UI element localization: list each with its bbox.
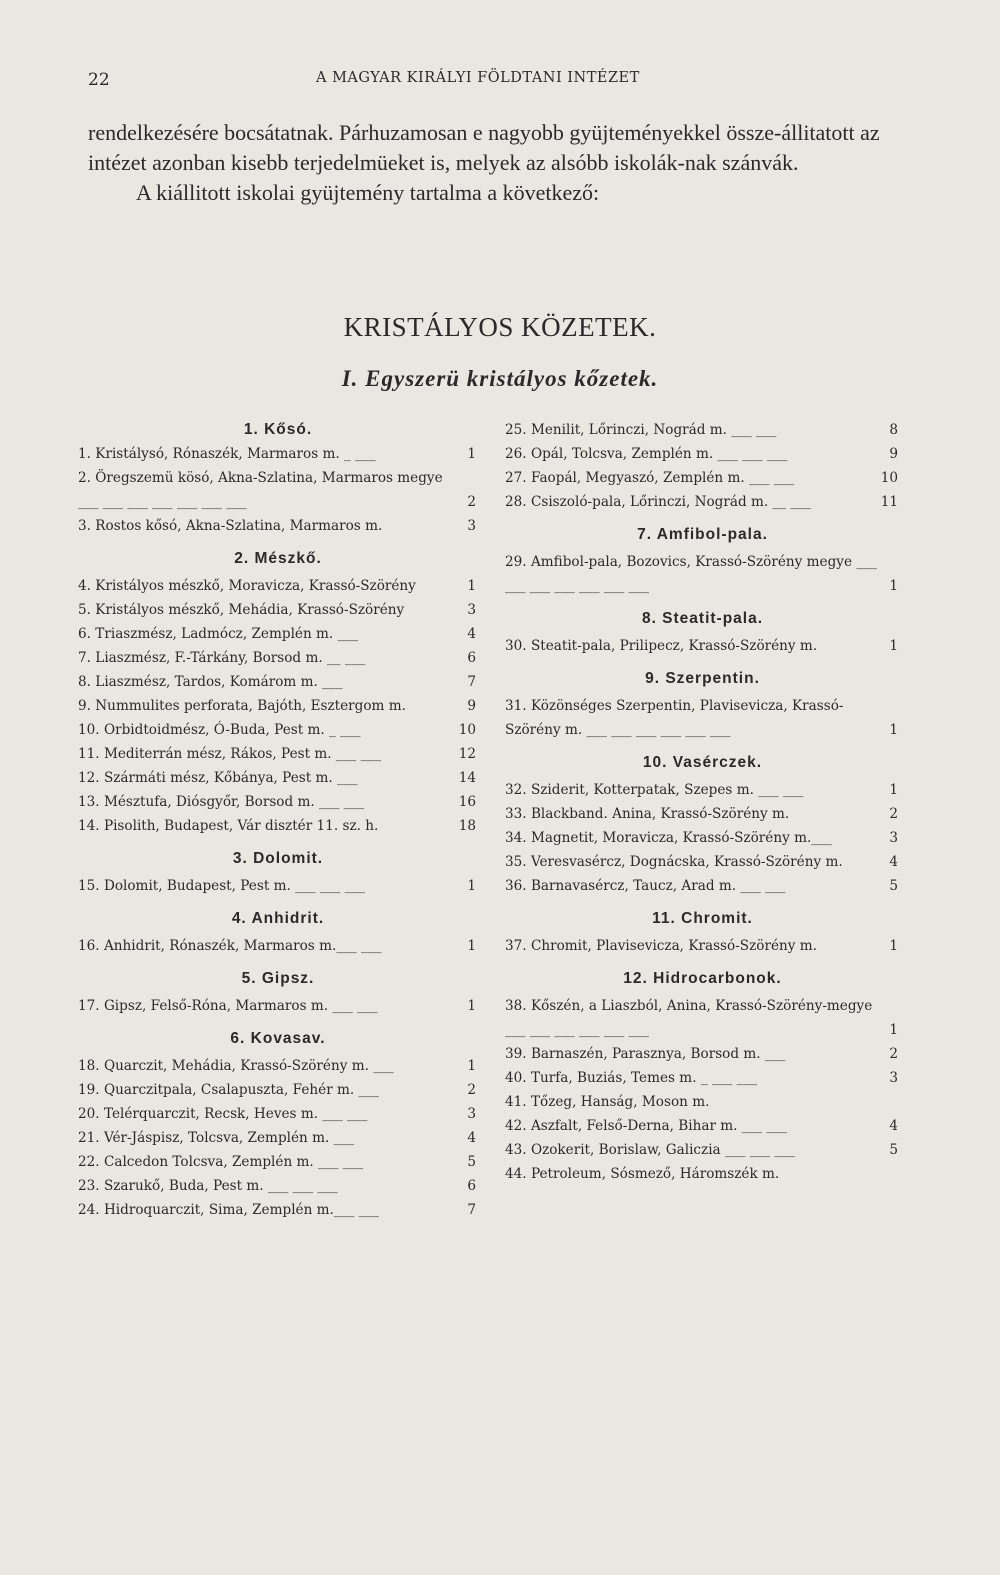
item-text: 20. Telérquarczit, Recsk, Heves m. ___ ___ xyxy=(78,1106,368,1122)
section-heading: 6. Kovasav. xyxy=(230,1030,326,1047)
item-text: 7. Liaszmész, F.-Tárkány, Borsod m. __ ___ xyxy=(78,650,366,666)
item-text: 6. Triaszmész, Ladmócz, Zemplén m. ___ xyxy=(78,626,358,642)
list-item xyxy=(505,466,900,490)
list-item xyxy=(505,1066,900,1090)
item-count: 1 xyxy=(889,578,898,594)
list-item xyxy=(505,994,900,1042)
list-item xyxy=(505,1090,900,1114)
item-text: 34. Magnetit, Moravicza, Krassó-Szörény m.___ xyxy=(505,830,832,846)
item-count: 1 xyxy=(889,638,898,654)
item-count: 6 xyxy=(467,650,476,666)
right-column xyxy=(505,418,900,1186)
item-count: 7 xyxy=(467,674,476,690)
item-text: 33. Blackband. Anina, Krassó-Szörény m. xyxy=(505,806,790,822)
section-heading: 3. Dolomit. xyxy=(232,850,324,867)
item-text: 38. Kőszén, a Liaszból, Anina, Krassó-Szörény-megye ___ ___ ___ ___ ___ ___ xyxy=(505,998,873,1038)
item-text: 16. Anhidrit, Rónaszék, Marmaros m.___ ___ xyxy=(78,938,382,954)
item-count: 2 xyxy=(889,1046,898,1062)
item-count: 1 xyxy=(467,1058,476,1074)
item-text: 11. Mediterrán mész, Rákos, Pest m. ___ ___ xyxy=(78,746,382,762)
item-text: 23. Szarukő, Buda, Pest m. ___ ___ ___ xyxy=(78,1178,338,1194)
item-count: 4 xyxy=(889,854,898,870)
item-text: 37. Chromit, Plavisevicza, Krassó-Szörény m. xyxy=(505,938,817,954)
item-text: 9. Nummulites perforata, Bajóth, Esztergom m. xyxy=(78,698,406,714)
item-text: 41. Tőzeg, Hanság, Moson m. xyxy=(505,1094,710,1110)
list-item xyxy=(78,670,478,694)
list-item xyxy=(78,766,478,790)
item-count: 4 xyxy=(467,626,476,642)
item-count: 1 xyxy=(467,878,476,894)
item-text: 18. Quarczit, Mehádia, Krassó-Szörény m. ___ xyxy=(78,1058,394,1074)
item-count: 3 xyxy=(467,518,476,534)
list-item xyxy=(78,790,478,814)
list-item xyxy=(505,550,900,598)
section-heading: 8. Steatit-pala. xyxy=(641,610,764,627)
list-item xyxy=(78,742,478,766)
list-item xyxy=(505,826,900,850)
section-heading: 2. Mészkő. xyxy=(234,550,322,567)
list-item xyxy=(78,574,478,598)
section-heading: 4. Anhidrit. xyxy=(231,910,325,927)
item-count: 3 xyxy=(467,602,476,618)
list-item xyxy=(505,490,900,514)
item-text: 43. Ozokerit, Borislaw, Galiczia ___ ___ ___ xyxy=(505,1142,795,1158)
list-item xyxy=(505,634,900,658)
item-count: 8 xyxy=(889,422,898,438)
item-text: 22. Calcedon Tolcsva, Zemplén m. ___ ___ xyxy=(78,1154,364,1170)
item-text: 13. Mésztufa, Diósgyőr, Borsod m. ___ ___ xyxy=(78,794,365,810)
list-item xyxy=(505,1114,900,1138)
item-text: 28. Csiszoló-pala, Lőrinczi, Nográd m. __ ___ xyxy=(505,494,811,510)
item-text: 27. Faopál, Megyaszó, Zemplén m. ___ ___ xyxy=(505,470,795,486)
item-count: 1 xyxy=(889,938,898,954)
list-item xyxy=(78,442,478,466)
item-text: 3. Rostos kősó, Akna-Szlatina, Marmaros m. xyxy=(78,518,383,534)
item-count: 1 xyxy=(889,782,898,798)
item-count: 3 xyxy=(889,1070,898,1086)
item-count: 9 xyxy=(467,698,476,714)
item-text: 17. Gipsz, Felső-Róna, Marmaros m. ___ ___ xyxy=(78,998,378,1014)
section-heading: 9. Szerpentin. xyxy=(645,670,760,687)
list-item xyxy=(78,1150,478,1174)
list-item xyxy=(78,934,478,958)
list-item xyxy=(505,874,900,898)
item-text: 21. Vér-Jáspisz, Tolcsva, Zemplén m. ___ xyxy=(78,1130,355,1146)
list-item xyxy=(78,1102,478,1126)
intro-paragraph-2: A kiállitott iskolai gyüjtemény tartalma a következő: xyxy=(136,180,600,205)
item-count: 1 xyxy=(889,1022,898,1038)
item-text: 10. Orbidtoidmész, Ó-Buda, Pest m. _ ___ xyxy=(78,722,361,738)
item-text: 15. Dolomit, Budapest, Pest m. ___ ___ ___ xyxy=(78,878,365,894)
item-count: 1 xyxy=(467,578,476,594)
list-item xyxy=(78,1174,478,1198)
item-text: 42. Aszfalt, Felső-Derna, Bihar m. ___ ___ xyxy=(505,1118,787,1134)
section-heading: 7. Amfibol-pala. xyxy=(637,526,768,543)
item-text: 4. Kristályos mészkő, Moravicza, Krassó-Szörény xyxy=(78,578,416,594)
item-count: 4 xyxy=(889,1118,898,1134)
list-item xyxy=(505,1162,900,1186)
list-item xyxy=(505,418,900,442)
item-text: 26. Opál, Tolcsva, Zemplén m. ___ ___ ___ xyxy=(505,446,788,462)
item-text: 12. Szármáti mész, Kőbánya, Pest m. ___ xyxy=(78,770,358,786)
item-text: 14. Pisolith, Budapest, Vár disztér 11. sz. h. xyxy=(78,818,379,834)
item-count: 5 xyxy=(889,1142,898,1158)
item-count: 1 xyxy=(889,722,898,738)
item-text: 40. Turfa, Buziás, Temes m. _ ___ ___ xyxy=(505,1070,758,1086)
item-count: 10 xyxy=(880,470,898,486)
item-text: 19. Quarczitpala, Csalapuszta, Fehér m. ___ xyxy=(78,1082,379,1098)
item-count: 1 xyxy=(467,998,476,1014)
list-item xyxy=(505,694,900,742)
item-count: 18 xyxy=(458,818,476,834)
item-text: 31. Közönséges Szerpentin, Plavisevicza, Krassó-Szörény m. ___ ___ ___ ___ ___ ___ xyxy=(505,698,844,738)
item-count: 2 xyxy=(467,1082,476,1098)
left-column xyxy=(78,418,478,1222)
item-text: 44. Petroleum, Sósmező, Háromszék m. xyxy=(505,1166,780,1182)
list-item xyxy=(505,850,900,874)
section-heading: 11. Chromit. xyxy=(652,910,753,927)
item-text: 35. Veresvasércz, Dognácska, Krassó-Szörény m. xyxy=(505,854,843,870)
item-text: 25. Menilit, Lőrinczi, Nográd m. ___ ___ xyxy=(505,422,777,438)
list-item xyxy=(78,994,478,1018)
section-heading: 1. Kősó. xyxy=(243,421,313,438)
item-count: 5 xyxy=(889,878,898,894)
item-text: 1. Kristálysó, Rónaszék, Marmaros m. _ ___ xyxy=(78,446,376,462)
item-text: 39. Barnaszén, Parasznya, Borsod m. ___ xyxy=(505,1046,786,1062)
list-item xyxy=(505,1138,900,1162)
list-item xyxy=(78,814,478,838)
section-heading: 10. Vasérczek. xyxy=(642,754,763,771)
intro-paragraph-1: rendelkezésére bocsátatnak. Párhuzamosan e nagyobb gyüjteményekkel össze-állitatott az intézet azonban kisebb terjedelmüeket is, melyek az alsóbb iskolák-nak szánvák. xyxy=(88,120,880,175)
sub-title: I. Egyszerü kristályos kőzetek. xyxy=(341,366,659,391)
running-header xyxy=(88,70,908,92)
running-title: A MAGYAR KIRÁLYI FÖLDTANI INTÉZET xyxy=(316,70,640,86)
item-count: 1 xyxy=(467,446,476,462)
section-heading: 5. Gipsz. xyxy=(241,970,315,987)
item-text: 32. Sziderit, Kotterpatak, Szepes m. ___ ___ xyxy=(505,782,804,798)
item-count: 14 xyxy=(458,770,476,786)
item-count: 2 xyxy=(467,494,476,510)
list-item xyxy=(78,694,478,718)
list-item xyxy=(78,466,478,514)
list-item xyxy=(78,598,478,622)
list-item xyxy=(78,874,478,898)
item-count: 1 xyxy=(467,938,476,954)
item-text: 8. Liaszmész, Tardos, Komárom m. ___ xyxy=(78,674,343,690)
item-count: 6 xyxy=(467,1178,476,1194)
item-count: 7 xyxy=(467,1202,476,1218)
list-item xyxy=(78,1198,478,1222)
item-text: 36. Barnavasércz, Taucz, Arad m. ___ ___ xyxy=(505,878,786,894)
intro-text xyxy=(88,118,908,208)
list-item xyxy=(505,442,900,466)
list-item xyxy=(78,718,478,742)
list-item xyxy=(78,622,478,646)
item-count: 3 xyxy=(889,830,898,846)
list-item xyxy=(78,1054,478,1078)
item-count: 2 xyxy=(889,806,898,822)
item-count: 5 xyxy=(467,1154,476,1170)
list-item xyxy=(505,934,900,958)
item-text: 2. Öregszemü kösó, Akna-Szlatina, Marmaros megye ___ ___ ___ ___ ___ ___ ___ xyxy=(78,470,443,510)
item-text: 30. Steatit-pala, Prilipecz, Krassó-Szörény m. xyxy=(505,638,818,654)
item-count: 11 xyxy=(880,494,898,510)
list-item xyxy=(505,802,900,826)
main-title: KRISTÁLYOS KÖZETEK. xyxy=(343,312,657,342)
item-count: 12 xyxy=(458,746,476,762)
list-item xyxy=(505,1042,900,1066)
list-item xyxy=(78,514,478,538)
item-count: 16 xyxy=(458,794,476,810)
list-item xyxy=(78,646,478,670)
list-item xyxy=(78,1126,478,1150)
item-text: 29. Amfibol-pala, Bozovics, Krassó-Szörény megye ___ ___ ___ ___ ___ ___ ___ xyxy=(505,554,877,594)
section-heading: 12. Hidrocarbonok. xyxy=(623,970,782,987)
item-count: 9 xyxy=(889,446,898,462)
item-text: 24. Hidroquarczit, Sima, Zemplén m.___ ___ xyxy=(78,1202,379,1218)
list-item xyxy=(78,1078,478,1102)
list-item xyxy=(505,778,900,802)
item-text: 5. Kristályos mészkő, Mehádia, Krassó-Szörény xyxy=(78,602,405,618)
item-count: 4 xyxy=(467,1130,476,1146)
page-number: 22 xyxy=(88,70,110,90)
item-count: 10 xyxy=(458,722,476,738)
item-count: 3 xyxy=(467,1106,476,1122)
